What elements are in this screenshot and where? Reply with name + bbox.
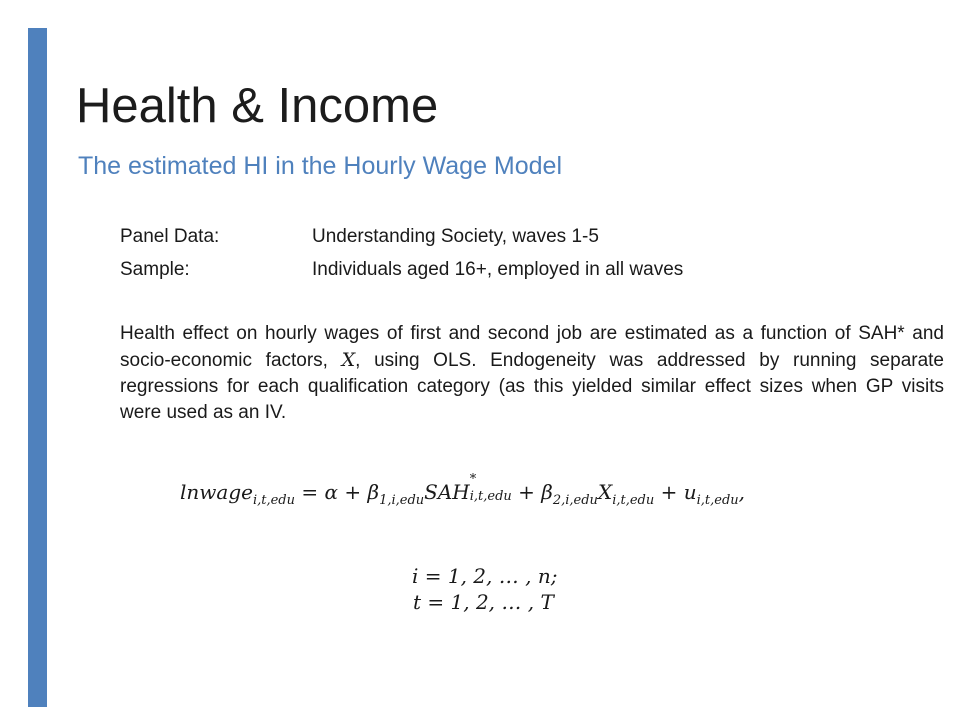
paragraph-variable-x: X	[341, 349, 356, 371]
eq-lhs: lnwage	[180, 480, 253, 504]
eq-sah-scripts	[469, 472, 512, 506]
eq-beta-1-sub: 1,i,edu	[379, 493, 425, 508]
eq-beta-2: β	[541, 480, 553, 504]
panel-data-value: Understanding Society, waves 1-5	[312, 226, 599, 247]
eq-sah-sup: *	[469, 472, 477, 487]
paragraph-part-2: , using OLS. Endogeneity was addressed by running separate regressions for each qualification category (as this yielded similar effect sizes when GP visits were used as an IV.	[120, 350, 944, 423]
eq-plus-3: +	[654, 480, 684, 504]
eq-plus-1: +	[338, 480, 368, 504]
sample-row	[120, 257, 683, 283]
eq-u-sub: i,t,edu	[696, 493, 739, 508]
index-line-t: t = 1, 2, … , T	[413, 590, 554, 614]
eq-beta-1: β	[367, 480, 380, 504]
paragraph-part-1: Health effect on hourly wages of first and second job are estimated as a function of SAH* and socio-economic factors,	[120, 323, 944, 371]
description-paragraph	[120, 321, 944, 426]
panel-data-label: Panel Data:	[120, 226, 220, 247]
panel-data-row	[120, 224, 599, 250]
eq-trailing-comma: ,	[738, 480, 746, 504]
wage-equation	[180, 472, 840, 521]
eq-sah: SAH	[424, 480, 470, 504]
eq-u: u	[683, 480, 697, 504]
eq-equals: =	[295, 480, 325, 504]
sample-value: Individuals aged 16+, employed in all waves	[312, 259, 684, 280]
index-line-i: i = 1, 2, … , n;	[412, 564, 558, 588]
slide-title: Health & Income	[76, 79, 439, 133]
eq-plus-2: +	[511, 480, 542, 504]
eq-x: X	[597, 480, 613, 504]
accent-bar	[28, 28, 47, 707]
eq-alpha: α	[324, 480, 339, 504]
index-definitions	[412, 563, 557, 615]
sample-label: Sample:	[120, 259, 190, 280]
eq-lhs-sub: i,t,edu	[252, 493, 296, 508]
eq-x-sub: i,t,edu	[612, 493, 655, 508]
eq-beta-2-sub: 2,i,edu	[552, 493, 598, 508]
slide-subtitle: The estimated HI in the Hourly Wage Model	[78, 152, 563, 180]
eq-sah-sub: i,t,edu	[469, 489, 512, 504]
